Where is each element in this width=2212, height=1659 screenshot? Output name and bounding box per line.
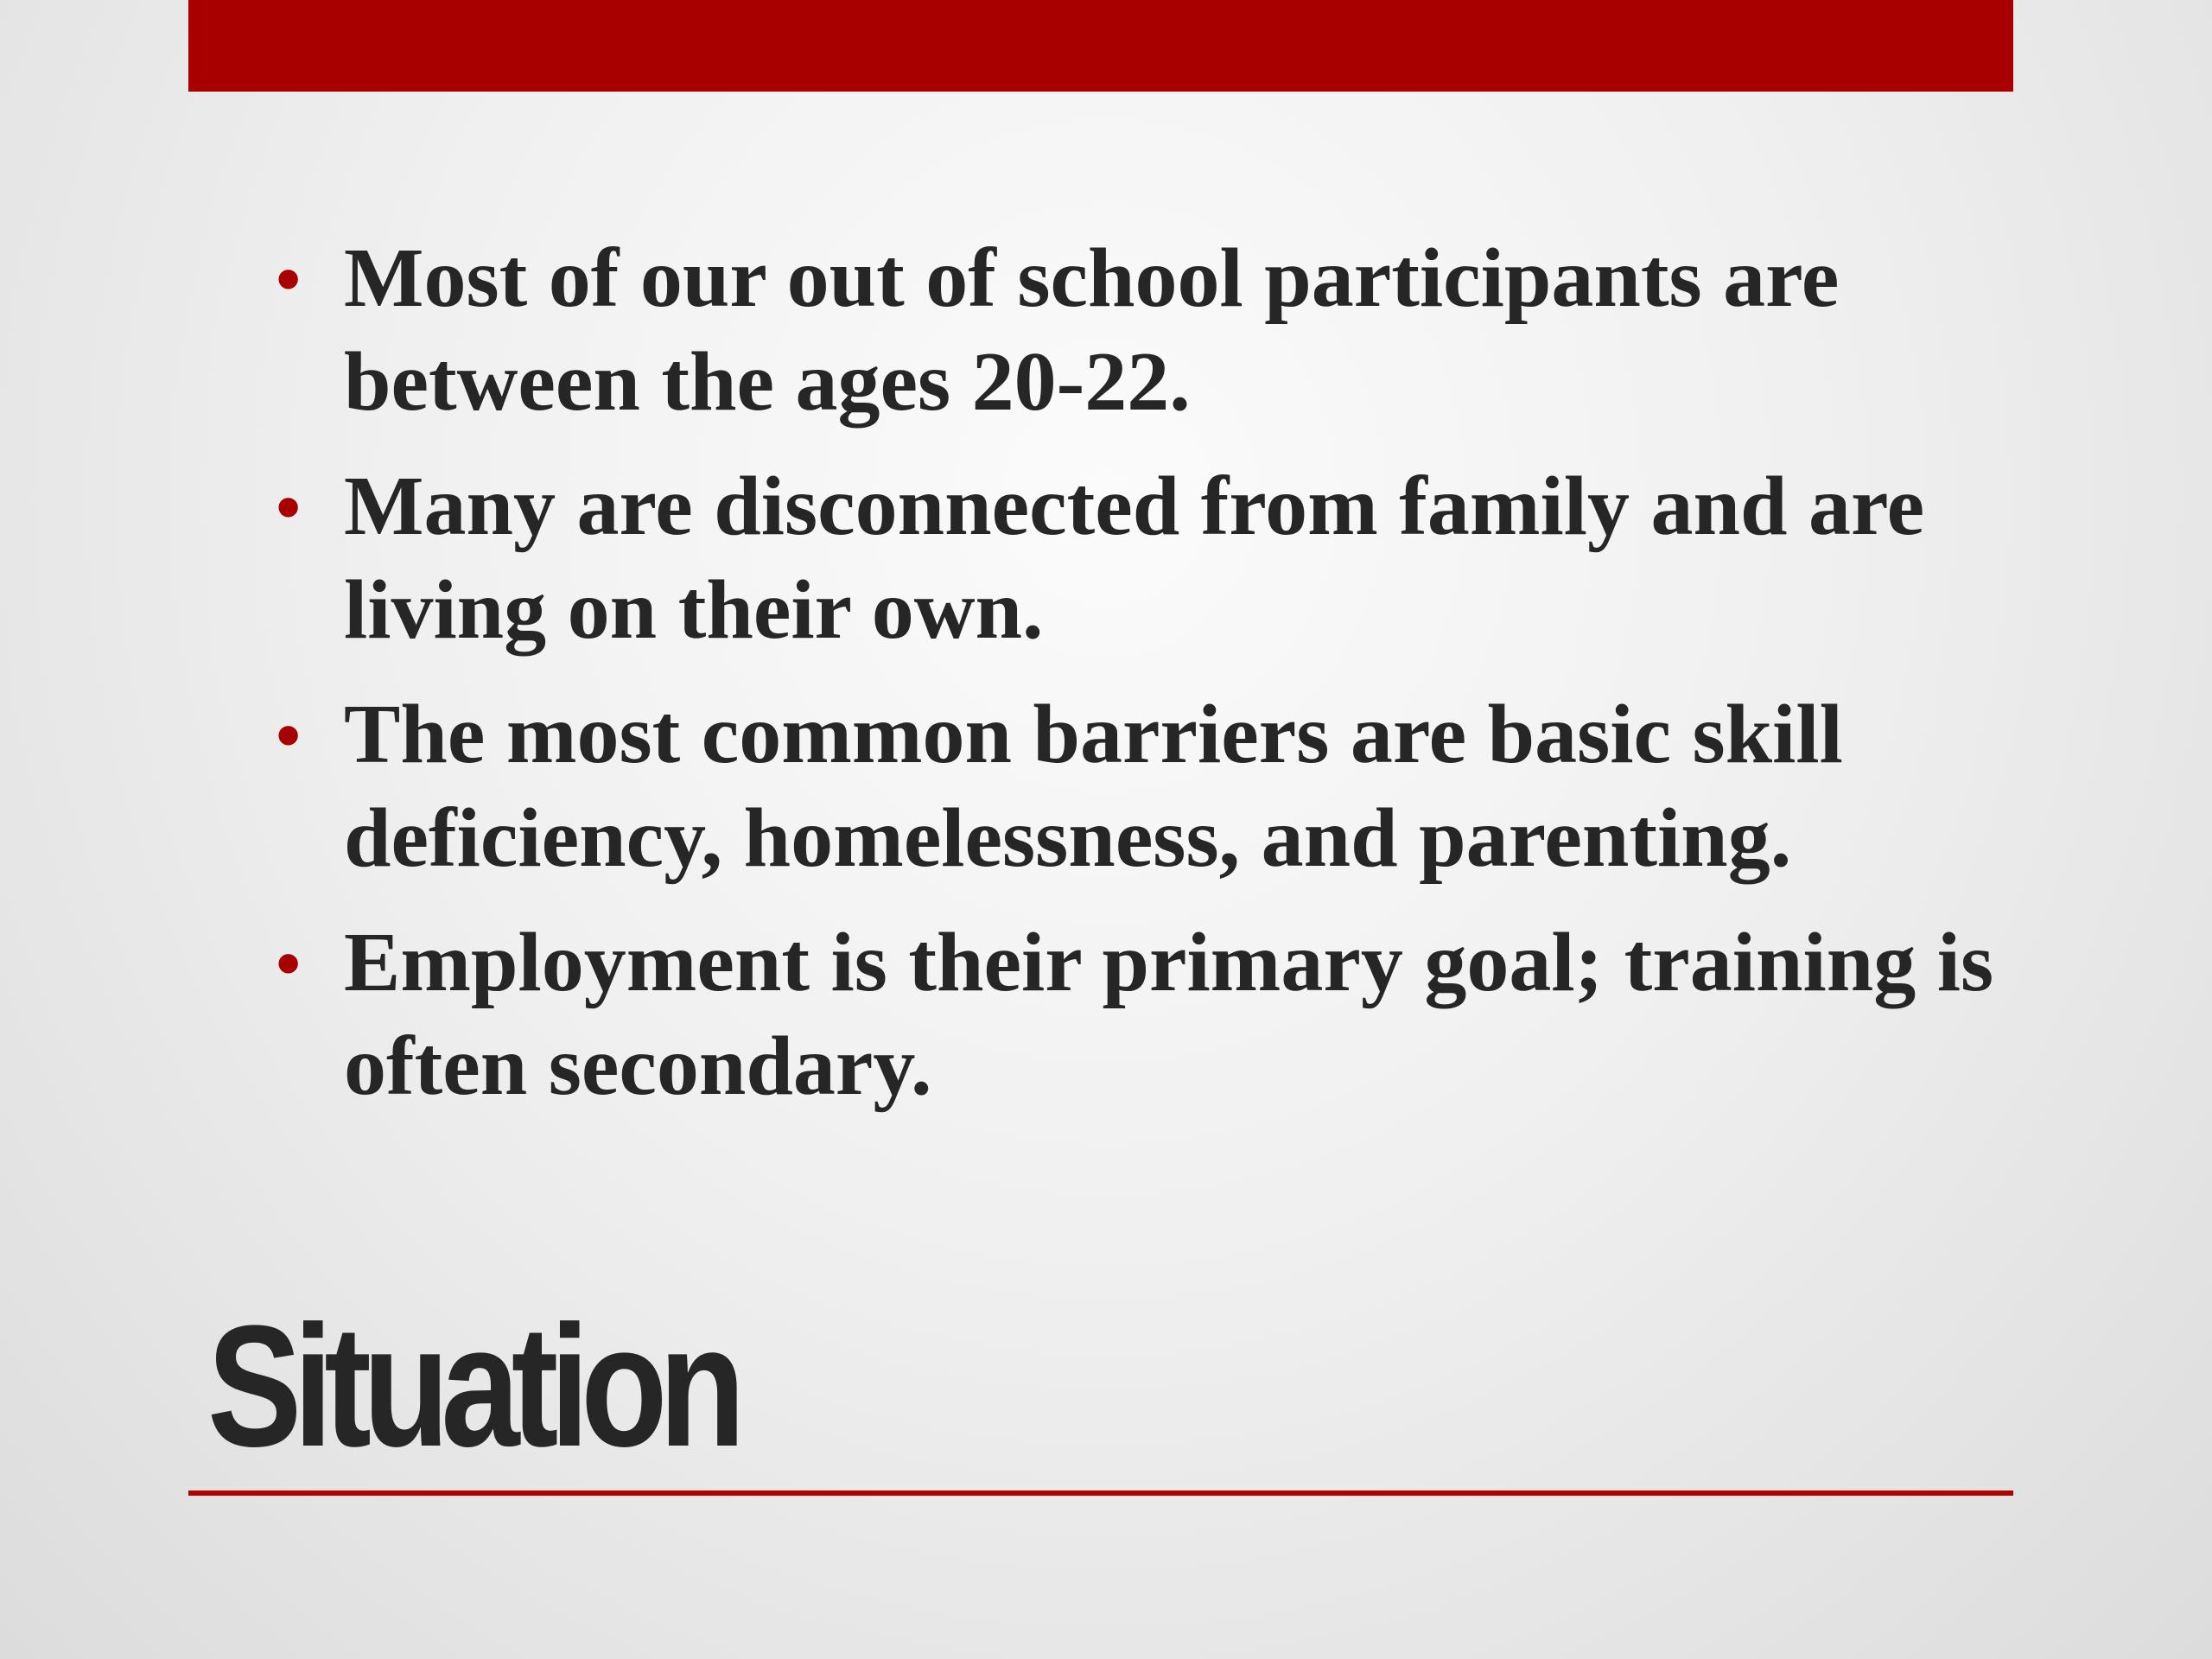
bullet-list	[276, 226, 1996, 1139]
bullet-item	[276, 683, 1996, 890]
title-underline	[188, 1491, 2013, 1496]
bullet-text: Many are disconnected from family and are living on their own.	[344, 460, 1925, 657]
bullet-icon: •	[276, 696, 301, 772]
bullet-text: The most common barriers are basic skill deficiency, homelessness, and parenting.	[344, 688, 1843, 885]
top-accent-bar	[188, 0, 2013, 92]
bullet-icon: •	[276, 468, 301, 544]
bullet-icon: •	[276, 925, 301, 1001]
slide-title: Situation	[207, 1290, 737, 1483]
bullet-item	[276, 454, 1996, 662]
bullet-icon: •	[276, 240, 301, 316]
bullet-item	[276, 911, 1996, 1118]
bullet-item	[276, 226, 1996, 434]
bullet-text: Employment is their primary goal; training is often secondary.	[344, 916, 1994, 1113]
bullet-text: Most of our out of school participants are between the ages 20-22.	[344, 232, 1840, 429]
